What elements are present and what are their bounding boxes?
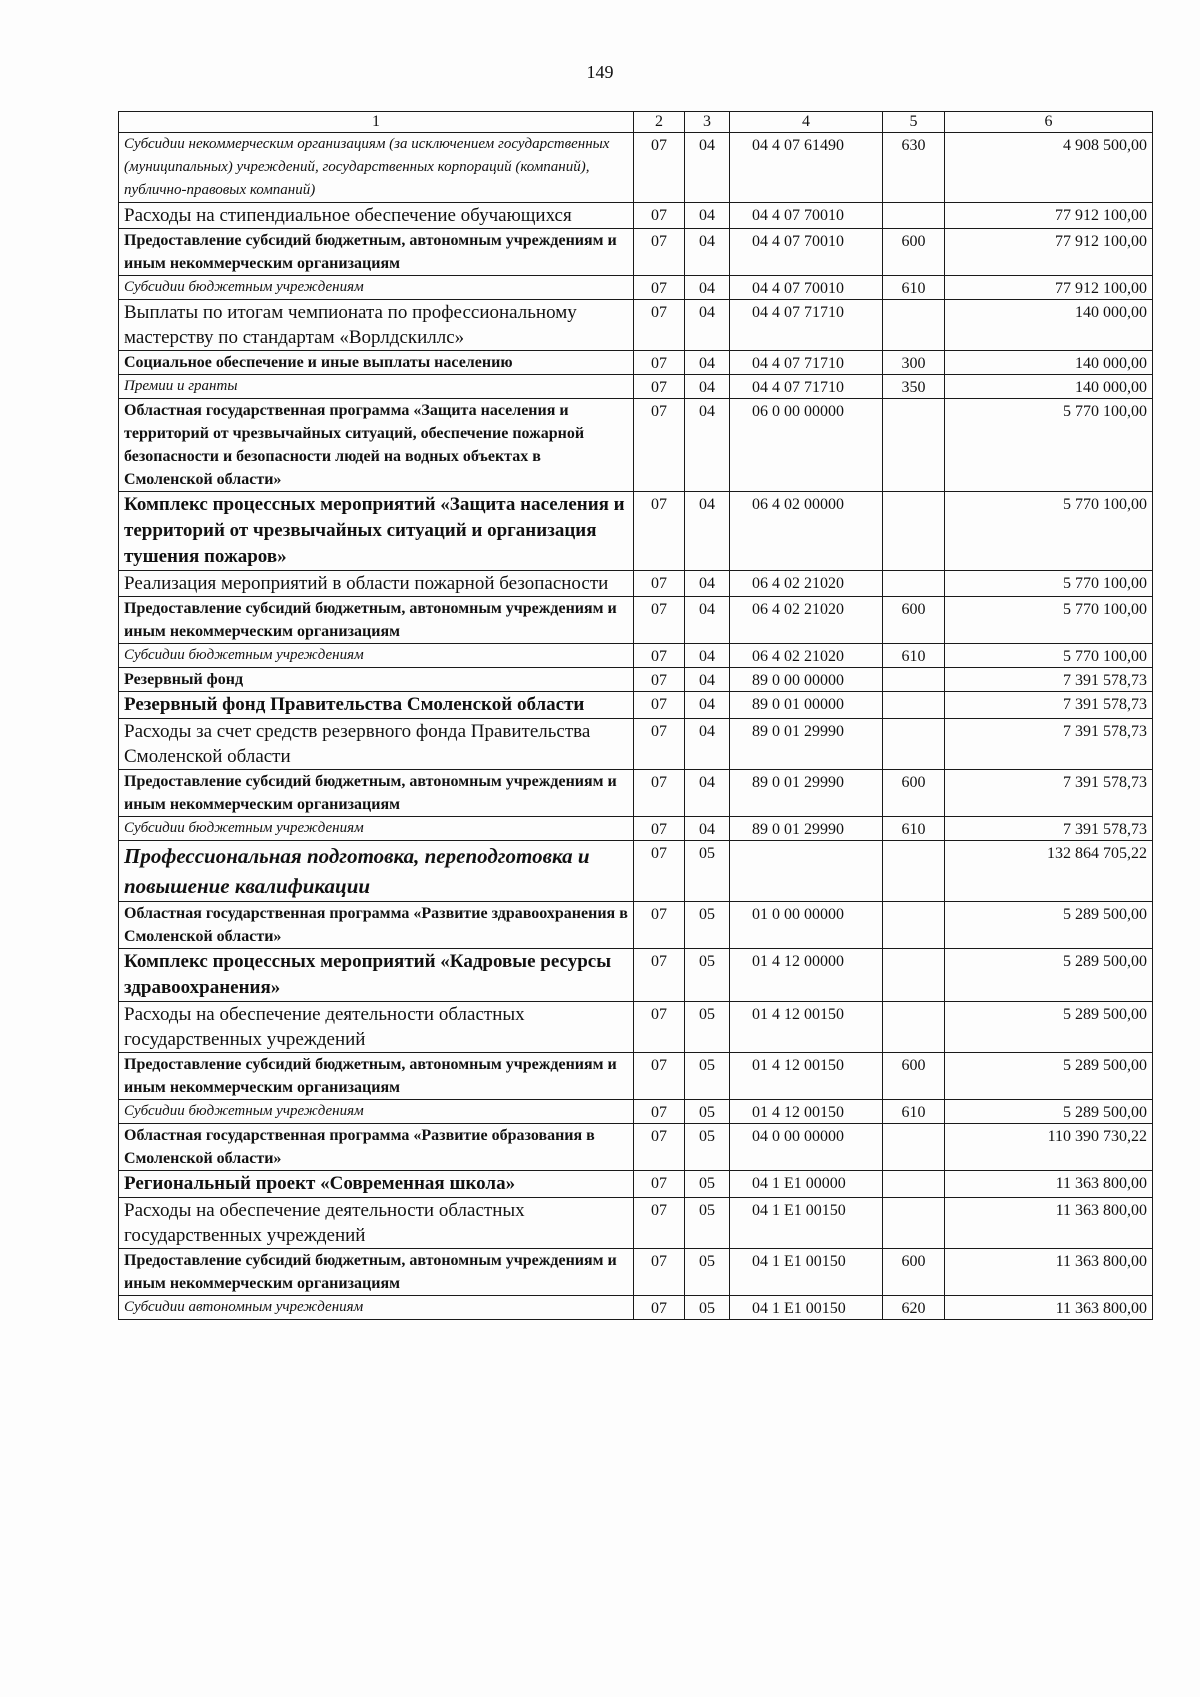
- subsection-code-cell: 05: [685, 1296, 730, 1320]
- item-name-cell: Предоставление субсидий бюджетным, автономным учреждениям и иным некоммерческим организациям: [119, 229, 634, 276]
- table-row: [119, 841, 1153, 902]
- table-row: [119, 902, 1153, 949]
- table-row: [119, 133, 1153, 203]
- amount-cell: 140 000,00: [945, 300, 1153, 351]
- item-name-cell: Предоставление субсидий бюджетным, автономным учреждениям и иным некоммерческим организациям: [119, 597, 634, 644]
- section-code-cell: 07: [634, 597, 685, 644]
- subsection-code-cell: 05: [685, 1100, 730, 1124]
- table-row: [119, 229, 1153, 276]
- subsection-code-cell: 04: [685, 668, 730, 692]
- target-article-cell: 89 0 01 29990: [730, 719, 883, 770]
- amount-cell: 7 391 578,73: [945, 770, 1153, 817]
- item-name-cell: Реализация мероприятий в области пожарной безопасности: [119, 571, 634, 597]
- item-name-cell: Региональный проект «Современная школа»: [119, 1171, 634, 1198]
- section-code-cell: 07: [634, 229, 685, 276]
- target-article-cell: 04 4 07 70010: [730, 203, 883, 229]
- subsection-code-cell: 04: [685, 719, 730, 770]
- section-code-cell: 07: [634, 492, 685, 571]
- section-code-cell: 07: [634, 817, 685, 841]
- section-code-cell: 07: [634, 1124, 685, 1171]
- header-cell: 1: [119, 112, 634, 133]
- page-number: 149: [586, 62, 614, 82]
- expense-type-cell: 300: [883, 351, 945, 375]
- table-row: [119, 1100, 1153, 1124]
- target-article-cell: 06 4 02 21020: [730, 597, 883, 644]
- item-name-cell: Предоставление субсидий бюджетным, автономным учреждениям и иным некоммерческим организациям: [119, 770, 634, 817]
- section-code-cell: 07: [634, 1100, 685, 1124]
- amount-cell: 5 770 100,00: [945, 644, 1153, 668]
- expense-type-cell: [883, 841, 945, 902]
- amount-cell: 5 770 100,00: [945, 597, 1153, 644]
- target-article-cell: 04 1 E1 00150: [730, 1296, 883, 1320]
- target-article-cell: 06 4 02 21020: [730, 644, 883, 668]
- amount-cell: 7 391 578,73: [945, 668, 1153, 692]
- table-row: [119, 668, 1153, 692]
- header-cell: 3: [685, 112, 730, 133]
- expense-type-cell: 610: [883, 644, 945, 668]
- subsection-code-cell: 04: [685, 770, 730, 817]
- target-article-cell: 04 1 E1 00000: [730, 1171, 883, 1198]
- subsection-code-cell: 04: [685, 133, 730, 203]
- expense-type-cell: 600: [883, 597, 945, 644]
- target-article-cell: 01 4 12 00150: [730, 1002, 883, 1053]
- table-row: [119, 770, 1153, 817]
- expense-type-cell: 600: [883, 770, 945, 817]
- target-article-cell: 04 4 07 71710: [730, 375, 883, 399]
- target-article-cell: 04 1 E1 00150: [730, 1249, 883, 1296]
- table-row: [119, 1124, 1153, 1171]
- subsection-code-cell: 05: [685, 1249, 730, 1296]
- item-name-cell: Расходы за счет средств резервного фонда Правительства Смоленской области: [119, 719, 634, 770]
- subsection-code-cell: 04: [685, 644, 730, 668]
- section-code-cell: 07: [634, 571, 685, 597]
- table-row: [119, 203, 1153, 229]
- table-row: [119, 375, 1153, 399]
- subsection-code-cell: 04: [685, 597, 730, 644]
- header-row: [119, 112, 1153, 133]
- subsection-code-cell: 04: [685, 399, 730, 492]
- target-article-cell: [730, 841, 883, 902]
- table-row: [119, 571, 1153, 597]
- subsection-code-cell: 04: [685, 276, 730, 300]
- amount-cell: 7 391 578,73: [945, 719, 1153, 770]
- header-cell: 4: [730, 112, 883, 133]
- amount-cell: 4 908 500,00: [945, 133, 1153, 203]
- section-code-cell: 07: [634, 1171, 685, 1198]
- expense-type-cell: [883, 300, 945, 351]
- section-code-cell: 07: [634, 203, 685, 229]
- subsection-code-cell: 05: [685, 902, 730, 949]
- item-name-cell: Социальное обеспечение и иные выплаты населению: [119, 351, 634, 375]
- expense-type-cell: [883, 692, 945, 719]
- subsection-code-cell: 05: [685, 1053, 730, 1100]
- item-name-cell: Областная государственная программа «Защита населения и территорий от чрезвычайных ситуаций, обеспечение пожарной безопасности и безопасности людей на водных объектах в Смоленской области»: [119, 399, 634, 492]
- amount-cell: 5 289 500,00: [945, 1100, 1153, 1124]
- item-name-cell: Расходы на стипендиальное обеспечение обучающихся: [119, 203, 634, 229]
- subsection-code-cell: 04: [685, 203, 730, 229]
- subsection-code-cell: 05: [685, 1171, 730, 1198]
- table-row: [119, 1296, 1153, 1320]
- table-row: [119, 351, 1153, 375]
- expense-type-cell: 620: [883, 1296, 945, 1320]
- section-code-cell: 07: [634, 300, 685, 351]
- expense-type-cell: [883, 492, 945, 571]
- expense-type-cell: [883, 1198, 945, 1249]
- expense-type-cell: 600: [883, 1249, 945, 1296]
- table-row: [119, 949, 1153, 1002]
- header-cell: 6: [945, 112, 1153, 133]
- section-code-cell: 07: [634, 644, 685, 668]
- amount-cell: 5 770 100,00: [945, 492, 1153, 571]
- section-code-cell: 07: [634, 949, 685, 1002]
- subsection-code-cell: 04: [685, 375, 730, 399]
- section-code-cell: 07: [634, 1296, 685, 1320]
- section-code-cell: 07: [634, 841, 685, 902]
- amount-cell: 132 864 705,22: [945, 841, 1153, 902]
- table-row: [119, 719, 1153, 770]
- amount-cell: 7 391 578,73: [945, 817, 1153, 841]
- item-name-cell: Субсидии автономным учреждениям: [119, 1296, 634, 1320]
- subsection-code-cell: 05: [685, 1198, 730, 1249]
- header-cell: 5: [883, 112, 945, 133]
- item-name-cell: Выплаты по итогам чемпионата по профессиональному мастерству по стандартам «Ворлдскиллс»: [119, 300, 634, 351]
- section-code-cell: 07: [634, 770, 685, 817]
- expense-type-cell: [883, 203, 945, 229]
- amount-cell: 5 289 500,00: [945, 1053, 1153, 1100]
- expense-type-cell: 610: [883, 1100, 945, 1124]
- item-name-cell: Предоставление субсидий бюджетным, автономным учреждениям и иным некоммерческим организациям: [119, 1249, 634, 1296]
- target-article-cell: 06 0 00 00000: [730, 399, 883, 492]
- target-article-cell: 01 4 12 00000: [730, 949, 883, 1002]
- item-name-cell: Областная государственная программа «Развитие образования в Смоленской области»: [119, 1124, 634, 1171]
- expense-type-cell: [883, 1124, 945, 1171]
- table-row: [119, 276, 1153, 300]
- amount-cell: 110 390 730,22: [945, 1124, 1153, 1171]
- item-name-cell: Комплекс процессных мероприятий «Защита населения и территорий от чрезвычайных ситуаций и организация тушения пожаров»: [119, 492, 634, 571]
- item-name-cell: Областная государственная программа «Развитие здравоохранения в Смоленской области»: [119, 902, 634, 949]
- subsection-code-cell: 05: [685, 841, 730, 902]
- item-name-cell: Субсидии бюджетным учреждениям: [119, 276, 634, 300]
- header-cell: 2: [634, 112, 685, 133]
- subsection-code-cell: 04: [685, 300, 730, 351]
- item-name-cell: Расходы на обеспечение деятельности областных государственных учреждений: [119, 1002, 634, 1053]
- section-code-cell: 07: [634, 692, 685, 719]
- subsection-code-cell: 05: [685, 1124, 730, 1171]
- amount-cell: 77 912 100,00: [945, 276, 1153, 300]
- subsection-code-cell: 04: [685, 351, 730, 375]
- amount-cell: 7 391 578,73: [945, 692, 1153, 719]
- target-article-cell: 89 0 01 29990: [730, 770, 883, 817]
- table-row: [119, 1171, 1153, 1198]
- section-code-cell: 07: [634, 1249, 685, 1296]
- amount-cell: 140 000,00: [945, 375, 1153, 399]
- section-code-cell: 07: [634, 902, 685, 949]
- target-article-cell: 89 0 00 00000: [730, 668, 883, 692]
- amount-cell: 5 770 100,00: [945, 571, 1153, 597]
- item-name-cell: Субсидии бюджетным учреждениям: [119, 817, 634, 841]
- section-code-cell: 07: [634, 276, 685, 300]
- subsection-code-cell: 04: [685, 692, 730, 719]
- amount-cell: 5 289 500,00: [945, 902, 1153, 949]
- target-article-cell: 04 1 E1 00150: [730, 1198, 883, 1249]
- target-article-cell: 04 4 07 61490: [730, 133, 883, 203]
- expense-type-cell: [883, 399, 945, 492]
- expense-type-cell: 630: [883, 133, 945, 203]
- section-code-cell: 07: [634, 133, 685, 203]
- expense-type-cell: [883, 1002, 945, 1053]
- table-row: [119, 1053, 1153, 1100]
- amount-cell: 5 289 500,00: [945, 1002, 1153, 1053]
- subsection-code-cell: 05: [685, 949, 730, 1002]
- expense-type-cell: 610: [883, 276, 945, 300]
- target-article-cell: 06 4 02 21020: [730, 571, 883, 597]
- amount-cell: 11 363 800,00: [945, 1171, 1153, 1198]
- table-row: [119, 597, 1153, 644]
- amount-cell: 11 363 800,00: [945, 1296, 1153, 1320]
- item-name-cell: Предоставление субсидий бюджетным, автономным учреждениям и иным некоммерческим организациям: [119, 1053, 634, 1100]
- section-code-cell: 07: [634, 399, 685, 492]
- amount-cell: 77 912 100,00: [945, 203, 1153, 229]
- subsection-code-cell: 04: [685, 817, 730, 841]
- subsection-code-cell: 04: [685, 571, 730, 597]
- target-article-cell: 01 4 12 00150: [730, 1053, 883, 1100]
- target-article-cell: 01 4 12 00150: [730, 1100, 883, 1124]
- table-row: [119, 692, 1153, 719]
- target-article-cell: 04 4 07 71710: [730, 300, 883, 351]
- target-article-cell: 01 0 00 00000: [730, 902, 883, 949]
- amount-cell: 5 770 100,00: [945, 399, 1153, 492]
- table-row: [119, 300, 1153, 351]
- amount-cell: 11 363 800,00: [945, 1249, 1153, 1296]
- section-code-cell: 07: [634, 375, 685, 399]
- subsection-code-cell: 05: [685, 1002, 730, 1053]
- table-row: [119, 1198, 1153, 1249]
- expense-type-cell: [883, 668, 945, 692]
- target-article-cell: 04 4 07 71710: [730, 351, 883, 375]
- amount-cell: 5 289 500,00: [945, 949, 1153, 1002]
- section-code-cell: 07: [634, 1053, 685, 1100]
- amount-cell: 77 912 100,00: [945, 229, 1153, 276]
- target-article-cell: 06 4 02 00000: [730, 492, 883, 571]
- subsection-code-cell: 04: [685, 229, 730, 276]
- section-code-cell: 07: [634, 668, 685, 692]
- expense-type-cell: [883, 571, 945, 597]
- subsection-code-cell: 04: [685, 492, 730, 571]
- item-name-cell: Профессиональная подготовка, переподготовка и повышение квалификации: [119, 841, 634, 902]
- amount-cell: 140 000,00: [945, 351, 1153, 375]
- item-name-cell: Субсидии бюджетным учреждениям: [119, 1100, 634, 1124]
- item-name-cell: Резервный фонд: [119, 668, 634, 692]
- table-row: [119, 644, 1153, 668]
- table-row: [119, 1002, 1153, 1053]
- expense-type-cell: [883, 902, 945, 949]
- expense-type-cell: 610: [883, 817, 945, 841]
- section-code-cell: 07: [634, 719, 685, 770]
- target-article-cell: 89 0 01 00000: [730, 692, 883, 719]
- target-article-cell: 89 0 01 29990: [730, 817, 883, 841]
- target-article-cell: 04 4 07 70010: [730, 276, 883, 300]
- table-row: [119, 492, 1153, 571]
- item-name-cell: Субсидии некоммерческим организациям (за исключением государственных (муниципальных) учреждений, государственных корпораций (компаний), публично-правовых компаний): [119, 133, 634, 203]
- table-row: [119, 399, 1153, 492]
- item-name-cell: Резервный фонд Правительства Смоленской области: [119, 692, 634, 719]
- target-article-cell: 04 4 07 70010: [730, 229, 883, 276]
- budget-table: [118, 111, 1153, 1320]
- expense-type-cell: 350: [883, 375, 945, 399]
- amount-cell: 11 363 800,00: [945, 1198, 1153, 1249]
- target-article-cell: 04 0 00 00000: [730, 1124, 883, 1171]
- section-code-cell: 07: [634, 1198, 685, 1249]
- section-code-cell: 07: [634, 1002, 685, 1053]
- expense-type-cell: [883, 1171, 945, 1198]
- expense-type-cell: 600: [883, 1053, 945, 1100]
- table-row: [119, 817, 1153, 841]
- item-name-cell: Субсидии бюджетным учреждениям: [119, 644, 634, 668]
- table-row: [119, 1249, 1153, 1296]
- section-code-cell: 07: [634, 351, 685, 375]
- item-name-cell: Расходы на обеспечение деятельности областных государственных учреждений: [119, 1198, 634, 1249]
- expense-type-cell: [883, 949, 945, 1002]
- expense-type-cell: [883, 719, 945, 770]
- item-name-cell: Комплекс процессных мероприятий «Кадровые ресурсы здравоохранения»: [119, 949, 634, 1002]
- item-name-cell: Премии и гранты: [119, 375, 634, 399]
- expense-type-cell: 600: [883, 229, 945, 276]
